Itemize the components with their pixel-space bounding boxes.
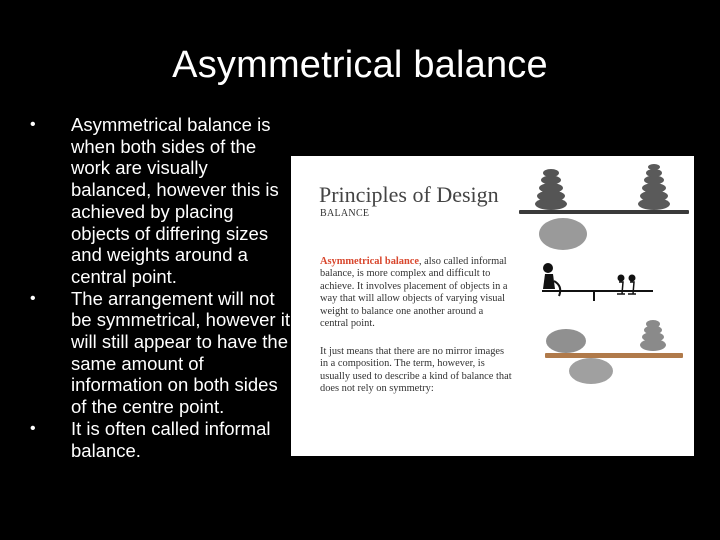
bottom-stone-balance-illustration	[545, 320, 683, 384]
infographic-paragraph-2: It just means that there are no mirror images in a composition. The term, however, is usually used to describe a kind of balance that does not rely on symmetry:	[320, 346, 512, 395]
slide-title: Asymmetrical balance	[172, 44, 548, 86]
infographic-paragraph-1	[320, 256, 512, 330]
bullet-list	[30, 114, 292, 461]
infographic-title: Principles of Design	[319, 182, 499, 207]
seesaw-figures-illustration	[542, 263, 653, 301]
paragraph-text: , also called informal balance, is more complex and difficult to achieve. It involves placement of objects in a way that will allow objects of varying visual weight to balance one another around a central point.	[320, 256, 508, 330]
bullet-item: • The arrangement will not be symmetrical, however it will still appear to have the same amount of information on both sides of the centre point.	[30, 288, 292, 418]
top-stone-balance-illustration	[519, 164, 689, 250]
bullet-item: • Asymmetrical balance is when both sides of the work are visually balanced, however this is achieved by placing objects of differing sizes and weights around a central point.	[30, 114, 292, 288]
balance-infographic	[291, 156, 694, 456]
emphasis-term: Asymmetrical balance	[320, 256, 419, 267]
infographic-subtitle: BALANCE	[320, 208, 370, 219]
bullet-item: • It is often called informal balance.	[30, 418, 292, 461]
